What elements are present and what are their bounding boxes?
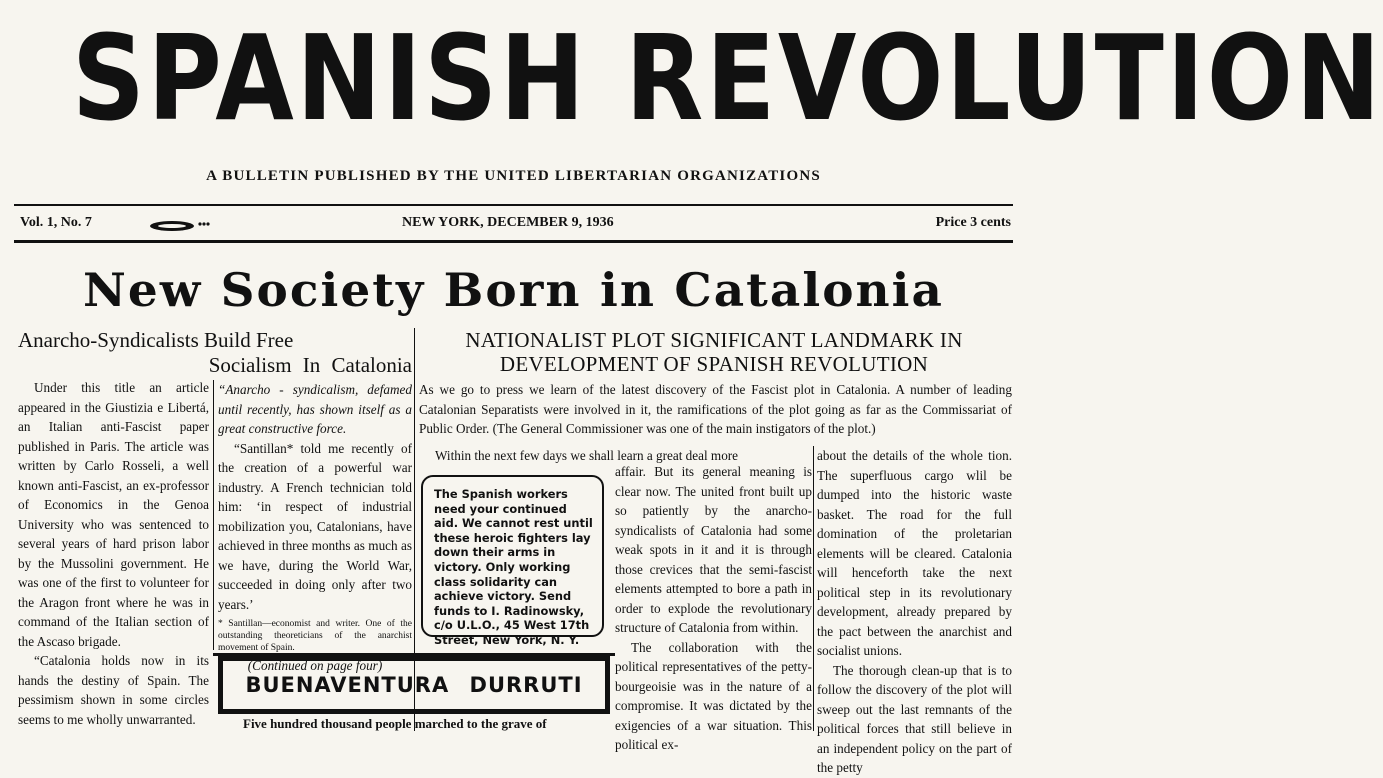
volume-number: Vol. 1, No. 7 [20,215,92,230]
left-heading-line2: Socialism In Catalonia [208,353,412,377]
aid-appeal-box: The Spanish workers need your continued aid. We cannot rest until these heroic fighters lay down their arms in victory. Only working class solidarity can achieve victory. Send funds to I. Radinowsky, c/o U.L.O., 45 West 17th Street, New York, N. Y. [421,475,604,637]
paragraph: “Santillan* told me recently of the creation of a powerful war industry. A French technician told him: ‘in respect of industrial mobilization you, Catalonians, have achieved in three months as much as we have, during the World War, succeeded in doing only after two years.’ [218,440,412,612]
right-article-col3 [615,462,812,755]
left-article-col2 [218,380,412,676]
quote-paragraph: “Anarcho - syndicalism, defamed until recently, has shown itself as a great constructive force. [218,382,412,436]
column-divider [213,380,214,650]
right-article-lead [419,380,1012,439]
paragraph: As we go to press we learn of the latest discovery of the Fascist plot in Catalonia. A number of leading Catalonian Separatists were involved in it, the ramifications of the plot going as far as the Commissariat of Public Order. (The General Commissioner was one of the main instigators of the plot.) [419,382,1012,436]
right-heading-line2: DEVELOPMENT OF SPANISH REVOLUTION [499,352,929,376]
price: Price 3 cents [935,215,1011,230]
column-divider [813,446,814,731]
masthead-subtitle: A BULLETIN PUBLISHED BY THE UNITED LIBERTARIAN ORGANIZATIONS [206,168,821,184]
paragraph: “Catalonia holds now in its hands the destiny of Spain. The pessimism shown in some circles seems to me wholly unwarranted. [18,653,209,727]
top-rule [14,204,1013,206]
durruti-title-box: BUENAVENTURA DURRUTI [218,656,610,714]
footnote: * Santillan—economist and writer. One of the outstanding theoreticians of the anarchist movement of Spain. [218,619,412,653]
main-headline: New Society Born in Catalonia [82,263,945,317]
left-article-col1 [18,378,209,729]
place-date: NEW YORK, DECEMBER 9, 1936 [402,215,614,230]
durruti-first-line: Five hundred thousand people marched to the grave of [243,716,547,731]
left-heading-line1: Anarcho-Syndicalists Build Free [18,328,294,352]
masthead-title: SPANISH REVOLUTION [71,9,1383,147]
paragraph: Under this title an article appeared in the Giustizia e Libertá, an Italian anti-Fascist paper published in Paris. The article was written by Carlo Rosseli, a well known anti-Fascist, an ex-professor of Economics in the Genoa University who was sentenced to several years of hard prison labor by the Mussolini government. He was one of the first to volunteer for the Aragon front where he was in command of the Italian section of the Ascaso brigade. [18,380,209,649]
decorative-ornament-icon [148,219,210,233]
paragraph: affair. But its general meaning is clear now. The united front built up so patiently by the anarcho-syndicalists of Catalonia had some weak spots in it and it is through those crevices that the semi-fascist elements attempted to bore a path in order to explode the revolutionary structure of Catalonia from within. [615,464,812,635]
paragraph: about the details of the whole tion. The superfluous cargo wlil be dumped into the historic waste basket. The road for the full domination of the proletarian elements will be cleared. Catalonia will henceforth take the next political step in its revolutionary development, already prepared by the pact between the anarchist and socialist unions. [817,448,1012,658]
paragraph: The collaboration with the political representatives of the petty-bourgeoisie was in the nature of a compromise. It was dictated by the exigencies of a war situation. This political ex- [615,639,812,752]
right-article-heading [416,328,1012,376]
paragraph: Within the next few days we shall learn a great deal more [435,448,739,463]
paragraph: The thorough clean-up that is to follow the discovery of the plot will sweep out the last remnants of the political forces that still believe in an independent policy on the part of the petty [817,662,1012,775]
left-article-heading [18,328,412,378]
right-article-col4 [817,446,1012,778]
continued-note: (Continued on page four) [247,658,383,673]
bottom-rule [14,240,1013,243]
right-heading-line1: NATIONALIST PLOT SIGNIFICANT LANDMARK IN [465,328,963,352]
